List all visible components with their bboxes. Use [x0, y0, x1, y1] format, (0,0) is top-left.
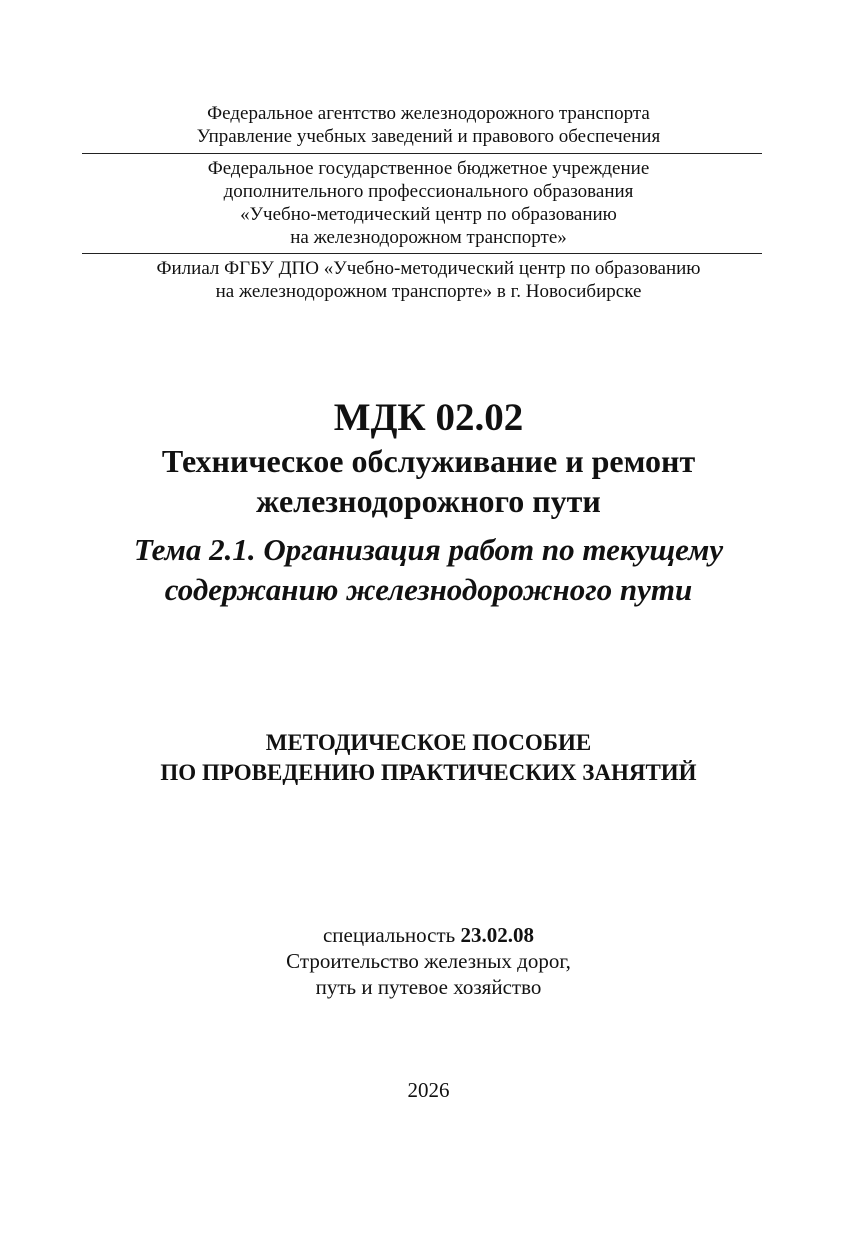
header-institution [0, 157, 857, 249]
institution-line: «Учебно-методический центр по образованию [240, 204, 617, 225]
topic-line: содержанию железнодорожного пути [164, 572, 693, 607]
document-type-line: МЕТОДИЧЕСКОЕ ПОСОБИЕ [265, 730, 592, 755]
specialty-block [0, 922, 857, 1000]
course-code: МДК 02.02 [333, 396, 524, 439]
divider-rule [82, 153, 762, 154]
divider-rule [82, 253, 762, 254]
topic-line: Тема 2.1. Организация работ по текущему [133, 532, 724, 567]
course-title-line: Техническое обслуживание и ремонт [161, 443, 696, 479]
institution-line: дополнительного профессионального образования [223, 181, 634, 202]
document-type [0, 728, 857, 788]
specialty-line [0, 922, 857, 948]
publication-year: 2026 [407, 1078, 450, 1102]
agency-line: Управление учебных заведений и правового обеспечения [196, 126, 661, 147]
topic-title [0, 530, 857, 610]
specialty-label: специальность [322, 923, 461, 947]
document-type-line: ПО ПРОВЕДЕНИЮ ПРАКТИЧЕСКИХ ЗАНЯТИЙ [160, 760, 697, 785]
institution-line: на железнодорожном транспорте» [290, 227, 567, 248]
branch-line: Филиал ФГБУ ДПО «Учебно-методический центр по образованию [156, 258, 701, 279]
branch-line: на железнодорожном транспорте» в г. Новосибирске [215, 281, 642, 302]
specialty-name-line: путь и путевое хозяйство [315, 975, 542, 999]
course-title [0, 441, 857, 521]
header-agency [0, 102, 857, 148]
specialty-code: 23.02.08 [460, 923, 534, 947]
header-branch [0, 257, 857, 303]
institution-line: Федеральное государственное бюджетное учреждение [207, 158, 650, 179]
agency-line: Федеральное агентство железнодорожного транспорта [207, 103, 650, 124]
specialty-name-line: Строительство железных дорог, [286, 949, 571, 973]
course-title-line: железнодорожного пути [256, 483, 601, 519]
